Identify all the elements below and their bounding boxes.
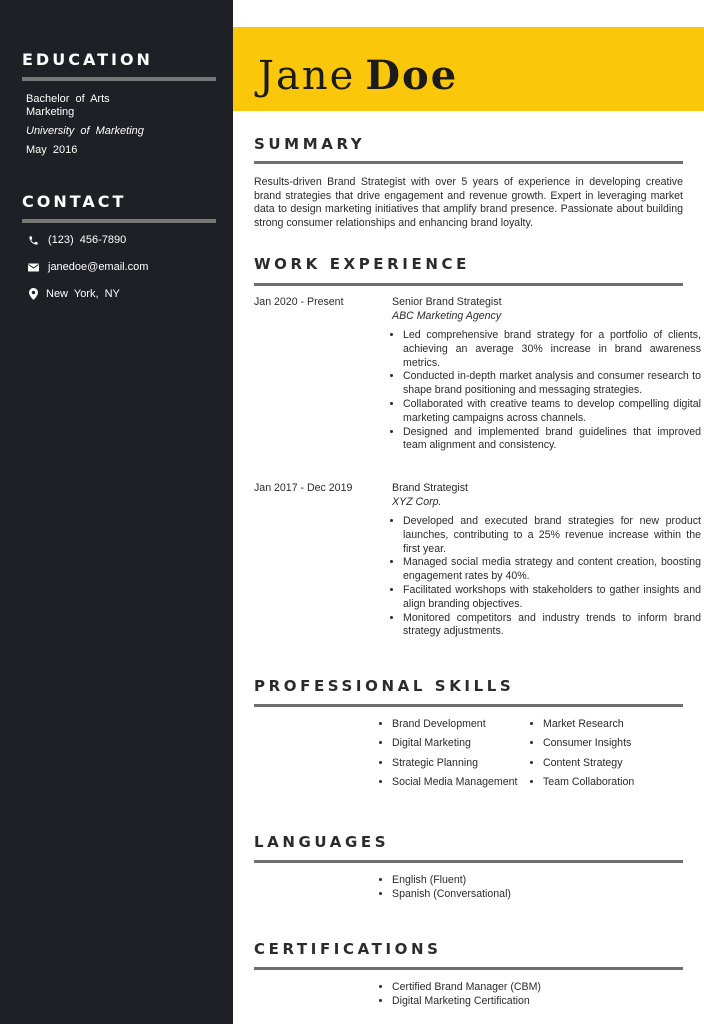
- envelope-icon: [26, 260, 40, 274]
- job-1-company: ABC Marketing Agency: [392, 310, 502, 322]
- list-item: • Spanish (Conversational): [392, 888, 511, 902]
- list-item: • Facilitated workshops with stakeholders to gather insights and align branding objectives.: [403, 584, 701, 612]
- education-major: Marketing: [26, 106, 75, 118]
- contact-email: [26, 260, 148, 274]
- job-1-title: Senior Brand Strategist: [392, 296, 502, 308]
- summary-divider: [254, 161, 683, 164]
- education-degree: Bachelor of Arts: [26, 93, 110, 105]
- full-name: [258, 52, 458, 100]
- list-item: • Digital Marketing: [392, 734, 517, 753]
- certifications-heading: CERTIFICATIONS: [254, 940, 442, 958]
- contact-heading: CONTACT: [22, 192, 127, 211]
- certifications-list: [378, 981, 541, 1008]
- skills-divider: [254, 704, 683, 707]
- contact-phone-text: (123) 456-7890: [48, 234, 127, 246]
- list-item: • Monitored competitors and industry trends to inform brand strategy adjustments.: [403, 612, 701, 640]
- job-1-bullets: [385, 329, 701, 453]
- contact-divider: [22, 219, 216, 223]
- list-item: • English (Fluent): [392, 874, 511, 888]
- experience-heading: WORK EXPERIENCE: [254, 255, 470, 273]
- list-item: • Market Research: [543, 715, 634, 734]
- certifications-divider: [254, 967, 683, 970]
- list-item: • Developed and executed brand strategies for new product launches, contributing to a 25% revenue increase within the first year.: [403, 515, 701, 556]
- list-item: • Collaborated with creative teams to develop compelling digital marketing campaigns across channels.: [403, 398, 701, 426]
- job-2-title: Brand Strategist: [392, 482, 468, 494]
- list-item: • Digital Marketing Certification: [392, 995, 541, 1009]
- list-item: • Strategic Planning: [392, 754, 517, 773]
- map-pin-icon: [26, 287, 40, 301]
- languages-list: [378, 874, 511, 901]
- education-school: University of Marketing: [26, 125, 144, 137]
- languages-divider: [254, 860, 683, 863]
- contact-location-text: New York, NY: [46, 288, 120, 300]
- summary-heading: SUMMARY: [254, 135, 366, 153]
- job-2-company: XYZ Corp.: [392, 496, 442, 508]
- list-item: • Team Collaboration: [543, 773, 634, 792]
- job-2-bullets: [385, 515, 701, 639]
- skills-heading: PROFESSIONAL SKILLS: [254, 677, 515, 695]
- education-divider: [22, 77, 216, 81]
- education-date: May 2016: [26, 144, 78, 156]
- list-item: • Conducted in-depth market analysis and consumer research to shape brand positioning and messaging strategies.: [403, 370, 701, 398]
- list-item: • Consumer Insights: [543, 734, 634, 753]
- languages-heading: LANGUAGES: [254, 833, 390, 851]
- skills-column-1: [378, 715, 517, 792]
- summary-text: Results-driven Brand Strategist with over 5 years of experience in developing creative brand strategies that drive engagement and revenue growth. Expert in leveraging market data to design marketing initiatives that amplify brand presence. Passionate about building strong consumer relationships and enhancing brand loyalty.: [254, 176, 683, 229]
- list-item: • Certified Brand Manager (CBM): [392, 981, 541, 995]
- phone-icon: [26, 233, 40, 247]
- job-1-dates: Jan 2020 - Present: [254, 296, 344, 308]
- list-item: • Brand Development: [392, 715, 517, 734]
- contact-location: [26, 287, 120, 301]
- name-banner: [233, 27, 704, 111]
- education-heading: EDUCATION: [22, 50, 153, 69]
- job-2-dates: Jan 2017 - Dec 2019: [254, 482, 353, 494]
- list-item: • Managed social media strategy and content creation, boosting engagement rates by 40%.: [403, 556, 701, 584]
- contact-phone: [26, 233, 126, 247]
- list-item: • Led comprehensive brand strategy for a portfolio of clients, achieving an average 30% increase in brand awareness metrics.: [403, 329, 701, 370]
- contact-email-text[interactable]: janedoe@email.com: [48, 261, 149, 273]
- list-item: • Designed and implemented brand guidelines that improved team alignment and consistency.: [403, 426, 701, 454]
- list-item: • Content Strategy: [543, 754, 634, 773]
- last-name: Doe: [365, 52, 459, 99]
- skills-column-2: [529, 715, 634, 792]
- list-item: • Social Media Management: [392, 773, 517, 792]
- sidebar: [0, 0, 233, 1024]
- first-name: Jane: [258, 53, 356, 99]
- experience-divider: [254, 283, 683, 286]
